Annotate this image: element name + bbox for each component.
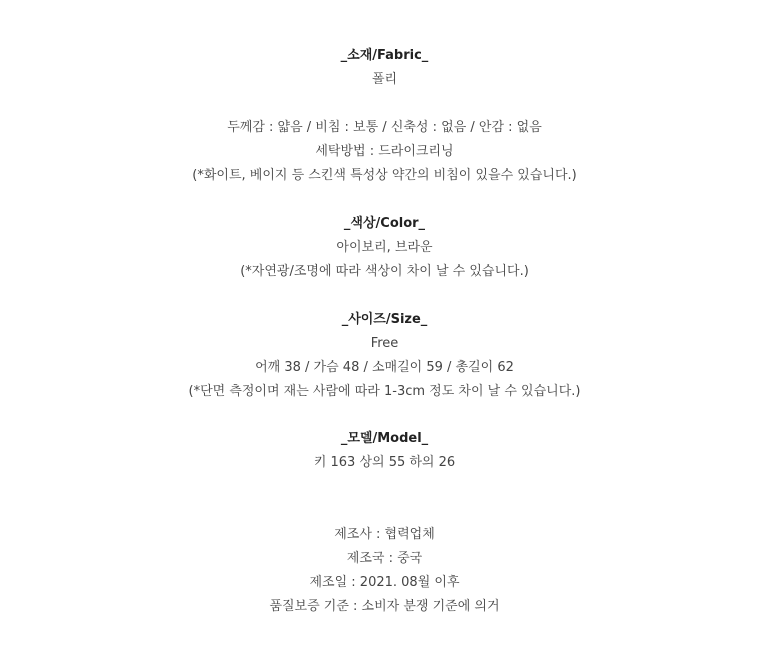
model-heading: _모델/Model_ — [340, 431, 429, 446]
manufacture-date: 제조일 : 2021. 08월 이후 — [309, 575, 460, 590]
manufacturer: 제조사 : 협력업체 — [334, 527, 435, 542]
country-of-origin: 제조국 : 중국 — [346, 551, 423, 566]
washing-method: 세탁방법 : 드라이크리닝 — [315, 144, 454, 159]
color-heading: _색상/Color_ — [343, 216, 426, 231]
model-value: 키 163 상의 55 하의 26 — [313, 455, 456, 470]
size-note: (*단면 측정이며 재는 사람에 따라 1-3cm 정도 차이 날 수 있습니다.) — [188, 384, 581, 399]
fabric-note: (*화이트, 베이지 등 스킨색 특성상 약간의 비침이 있을수 있습니다.) — [192, 168, 577, 183]
color-value: 아이보리, 브라운 — [336, 240, 433, 255]
fabric-value: 폴리 — [371, 72, 398, 87]
size-measurements: 어깨 38 / 가슴 48 / 소매길이 59 / 총길이 62 — [255, 360, 514, 375]
size-value: Free — [370, 336, 399, 351]
color-note: (*자연광/조명에 따라 색상이 차이 날 수 있습니다.) — [240, 264, 529, 279]
fabric-properties: 두께감 : 얇음 / 비침 : 보통 / 신축성 : 없음 / 안감 : 없음 — [227, 120, 542, 135]
fabric-heading: _소재/Fabric_ — [340, 48, 429, 63]
quality-warranty: 품질보증 기준 : 소비자 분쟁 기준에 의거 — [269, 599, 500, 614]
size-heading: _사이즈/Size_ — [341, 312, 428, 327]
